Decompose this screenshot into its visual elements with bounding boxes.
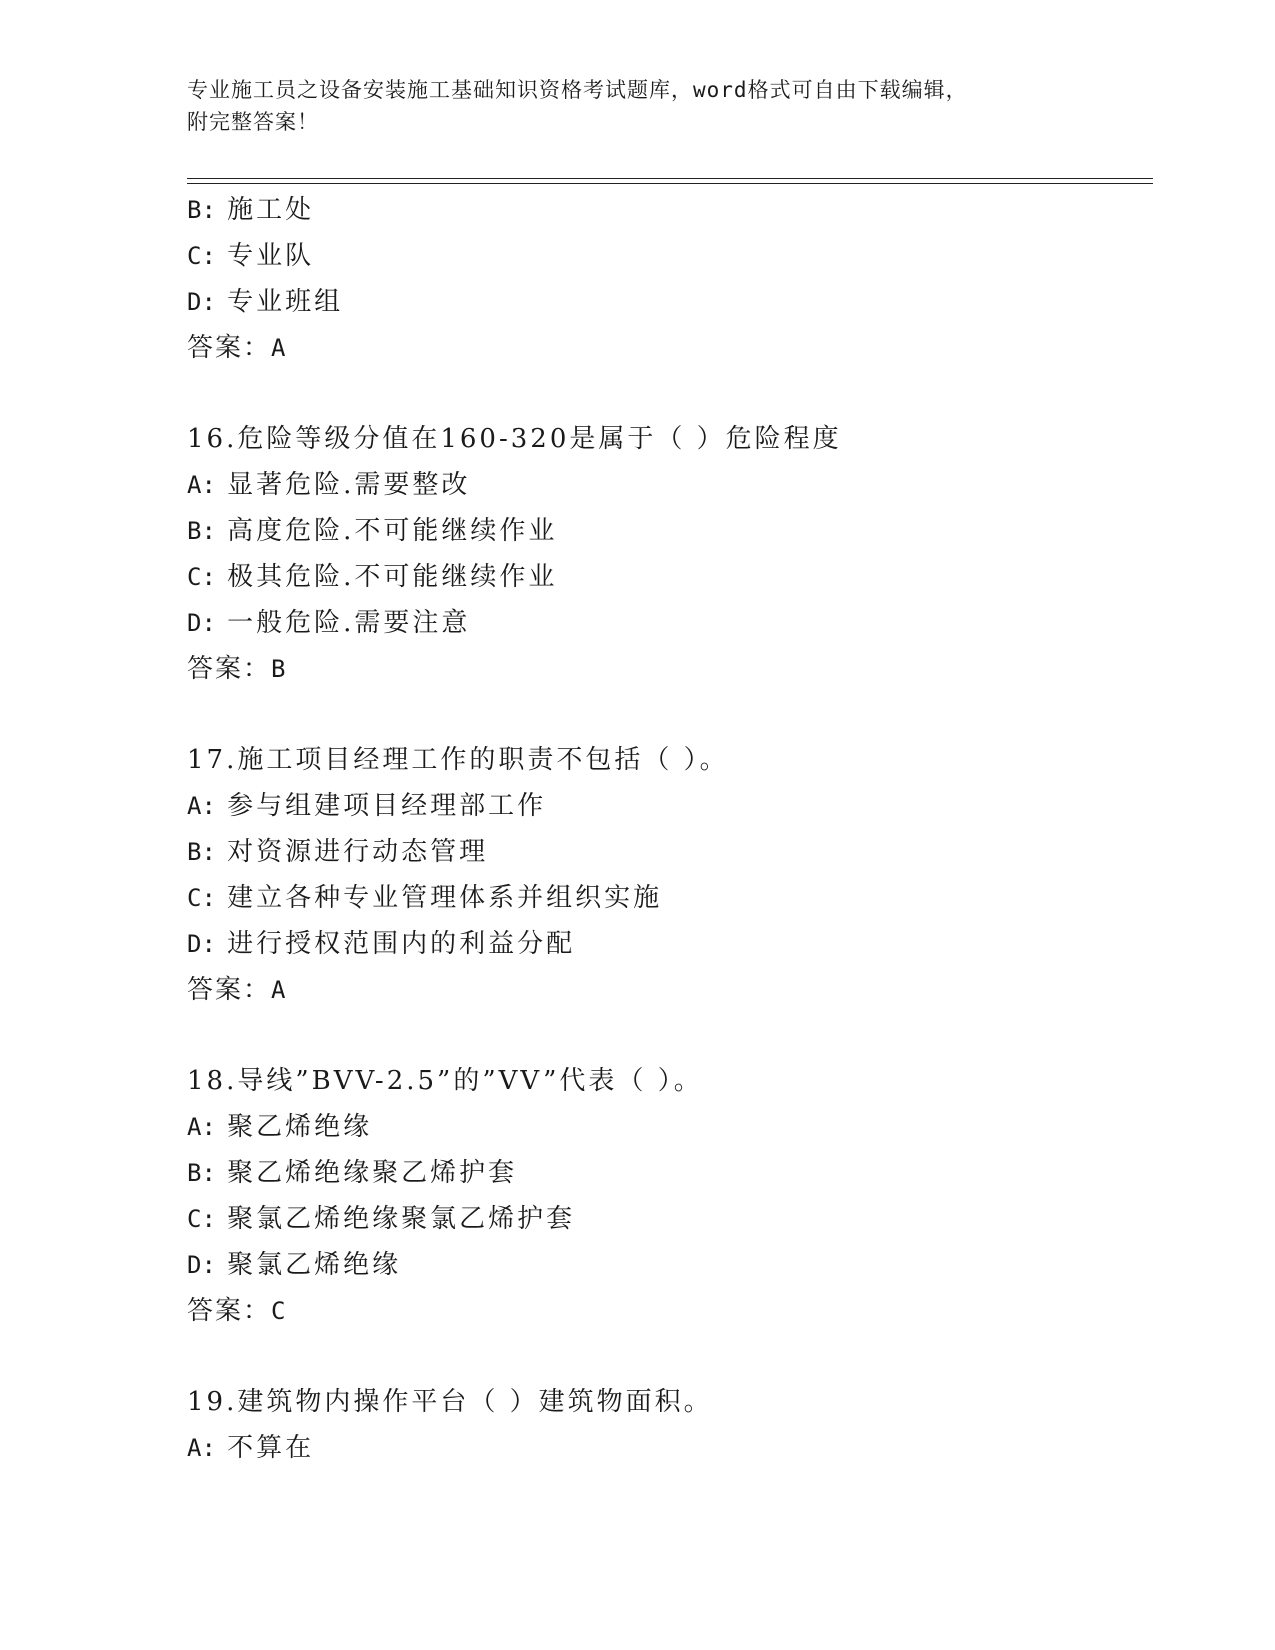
question-text: 19.建筑物内操作平台（ ）建筑物面积。 xyxy=(187,1387,713,1417)
answer-value: C xyxy=(271,1297,286,1325)
option-prefix: D: xyxy=(187,288,216,316)
answer-label: 答案： xyxy=(187,975,272,1005)
option-text: 聚乙烯绝缘 xyxy=(227,1112,373,1142)
question-18 xyxy=(187,1058,1153,1334)
header-divider-bottom xyxy=(187,183,1153,184)
option-text: 建立各种专业管理体系并组织实施 xyxy=(227,883,663,913)
option-prefix: B: xyxy=(187,838,216,866)
option-d xyxy=(187,1242,1153,1288)
option-prefix: C: xyxy=(187,563,216,591)
option-text: 极其危险.不可能继续作业 xyxy=(227,562,558,592)
option-a xyxy=(187,462,1153,508)
question-list xyxy=(187,187,1153,1471)
answer-line xyxy=(187,967,1153,1013)
answer-label: 答案： xyxy=(187,654,272,684)
option-a xyxy=(187,783,1153,829)
header-line-1: 专业施工员之设备安装施工基础知识资格考试题库，word格式可自由下载编辑， xyxy=(187,78,968,102)
option-c xyxy=(187,875,1153,921)
option-text: 聚氯乙烯绝缘 xyxy=(227,1250,402,1280)
answer-line xyxy=(187,1288,1153,1334)
answer-label: 答案： xyxy=(187,1296,272,1326)
spacer xyxy=(187,1013,1153,1058)
question-text: 17.施工项目经理工作的职责不包括（ ）。 xyxy=(187,745,729,775)
document-header xyxy=(187,74,1087,138)
option-text: 聚氯乙烯绝缘聚氯乙烯护套 xyxy=(227,1204,576,1234)
option-prefix: C: xyxy=(187,1205,216,1233)
answer-label: 答案： xyxy=(187,333,272,363)
option-b xyxy=(187,1150,1153,1196)
option-prefix: D: xyxy=(187,1251,216,1279)
question-15 xyxy=(187,187,1153,371)
option-text: 高度危险.不可能继续作业 xyxy=(227,516,558,546)
option-d xyxy=(187,921,1153,967)
option-text: 一般危险.需要注意 xyxy=(227,608,471,638)
answer-value: A xyxy=(271,976,286,1004)
option-text: 显著危险.需要整改 xyxy=(227,470,471,500)
answer-value: B xyxy=(271,655,286,683)
question-text: 18.导线”BVV-2.5”的”VV”代表（ ）。 xyxy=(187,1066,703,1096)
answer-line xyxy=(187,646,1153,692)
spacer xyxy=(187,1334,1153,1379)
question-19 xyxy=(187,1379,1153,1471)
option-a xyxy=(187,1425,1153,1471)
option-text: 不算在 xyxy=(227,1433,315,1463)
option-prefix: A: xyxy=(187,1113,216,1141)
option-c xyxy=(187,233,1153,279)
question-17 xyxy=(187,737,1153,1013)
option-prefix: B: xyxy=(187,1159,216,1187)
header-divider-top xyxy=(187,178,1153,179)
option-prefix: C: xyxy=(187,242,216,270)
option-c xyxy=(187,554,1153,600)
option-b xyxy=(187,187,1153,233)
option-a xyxy=(187,1104,1153,1150)
spacer xyxy=(187,371,1153,416)
option-text: 聚乙烯绝缘聚乙烯护套 xyxy=(227,1158,518,1188)
option-prefix: C: xyxy=(187,884,216,912)
option-d xyxy=(187,600,1153,646)
question-text: 16.危险等级分值在160-320是属于（ ）危险程度 xyxy=(187,424,842,454)
option-text: 施工处 xyxy=(227,195,315,225)
option-d xyxy=(187,279,1153,325)
option-c xyxy=(187,1196,1153,1242)
option-prefix: B: xyxy=(187,517,216,545)
option-prefix: A: xyxy=(187,1434,216,1462)
option-text: 参与组建项目经理部工作 xyxy=(227,791,547,821)
option-text: 进行授权范围内的利益分配 xyxy=(227,929,576,959)
option-prefix: B: xyxy=(187,196,216,224)
option-prefix: A: xyxy=(187,792,216,820)
question-16 xyxy=(187,416,1153,692)
option-text: 专业队 xyxy=(227,241,315,271)
header-line-2: 附完整答案！ xyxy=(187,110,319,134)
option-prefix: D: xyxy=(187,930,216,958)
spacer xyxy=(187,692,1153,737)
answer-line xyxy=(187,325,1153,371)
option-b xyxy=(187,829,1153,875)
option-b xyxy=(187,508,1153,554)
option-text: 对资源进行动态管理 xyxy=(227,837,489,867)
option-prefix: D: xyxy=(187,609,216,637)
option-prefix: A: xyxy=(187,471,216,499)
option-text: 专业班组 xyxy=(227,287,344,317)
answer-value: A xyxy=(271,334,286,362)
